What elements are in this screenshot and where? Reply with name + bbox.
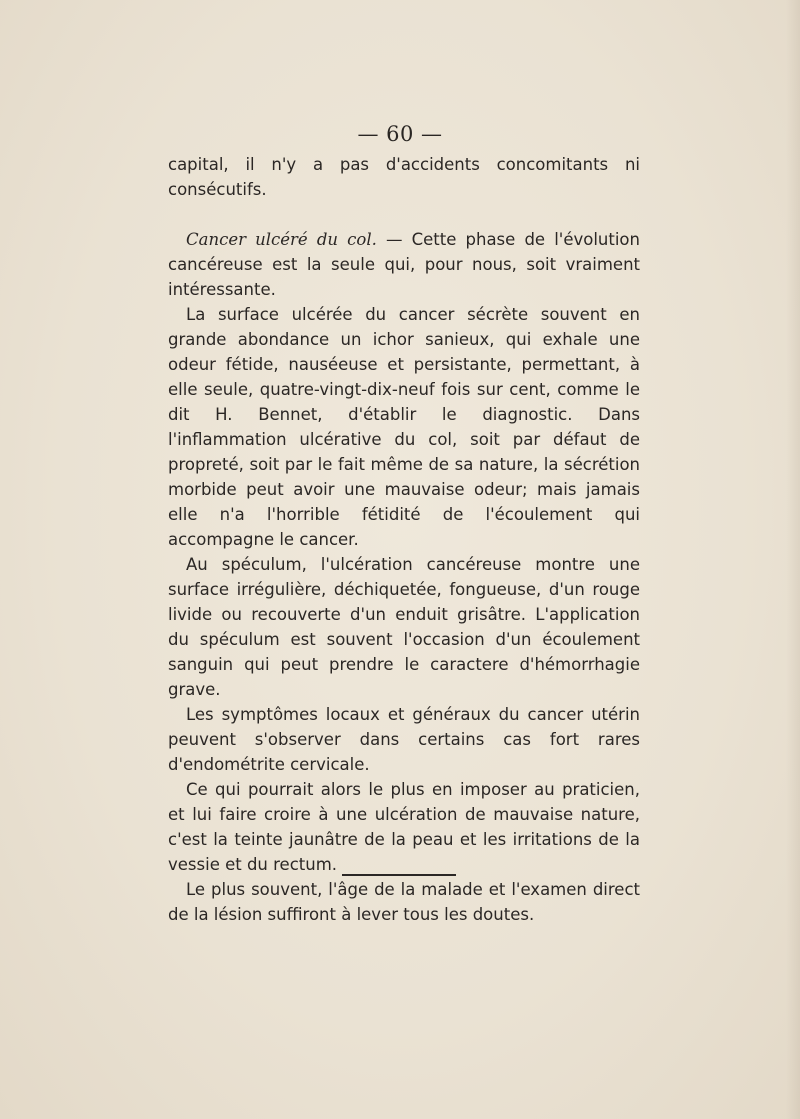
- paragraph-6: [168, 777, 640, 877]
- paragraph-6-text: Ce qui pourrait alors le plus en imposer au praticien, et lui faire croire à une ulcération de mauvaise nature, c'est la teinte jaunâtre de la peau et les irritations de la vessie et du rectum.: [168, 780, 640, 874]
- page-number: — 60 —: [357, 122, 443, 146]
- page-edge-shadow: [786, 0, 800, 1119]
- paragraph-1-text: capital, il n'y a pas d'accidents concomitants ni consécutifs.: [168, 155, 640, 199]
- paragraph-3-text: La surface ulcérée du cancer sécrète souvent en grande abondance un ichor sanieux, qui exhale une odeur fétide, nauséeuse et persistante, permettant, à elle seule, quatre-vingt-dix-neuf fois sur cent, comme le dit H. Bennet, d'établir le diagnostic. Dans l'inflammation ulcérative du col, soit par défaut de propreté, soit par le fait même de sa nature, la sécrétion morbide peut avoir une mauvaise odeur; mais jamais elle n'a l'horrible fétidité de l'écoulement qui accompagne le cancer.: [168, 305, 640, 549]
- paragraph-2: [168, 227, 640, 302]
- paragraph-5-text: Les symptômes locaux et généraux du cancer utérin peuvent s'observer dans certains cas fort rares d'endométrite cervicale.: [168, 705, 640, 774]
- paragraph-1: [168, 152, 640, 202]
- body-text: [168, 152, 640, 927]
- paragraph-3: [168, 302, 640, 552]
- paragraph-7-text: Le plus souvent, l'âge de la malade et l'examen direct de la lésion suffiront à lever tous les doutes.: [168, 880, 640, 924]
- paragraph-4-text: Au spéculum, l'ulcération cancéreuse montre une surface irrégulière, déchiquetée, fongueuse, d'un rouge livide ou recouverte d'un enduit grisâtre. L'application du spéculum est souvent l'occasion d'un écoulement sanguin qui peut prendre le caractere d'hémorrhagie grave.: [168, 555, 640, 699]
- section-heading: Cancer ulcéré du col.: [186, 230, 377, 249]
- paragraph-5: [168, 702, 640, 777]
- paragraph-2-text: — Cette phase de l'évolution cancéreuse est la seule qui, pour nous, soit vraiment intéressante.: [168, 230, 640, 299]
- end-rule-divider: [342, 874, 456, 876]
- paragraph-7: [168, 877, 640, 927]
- paragraph-4: [168, 552, 640, 702]
